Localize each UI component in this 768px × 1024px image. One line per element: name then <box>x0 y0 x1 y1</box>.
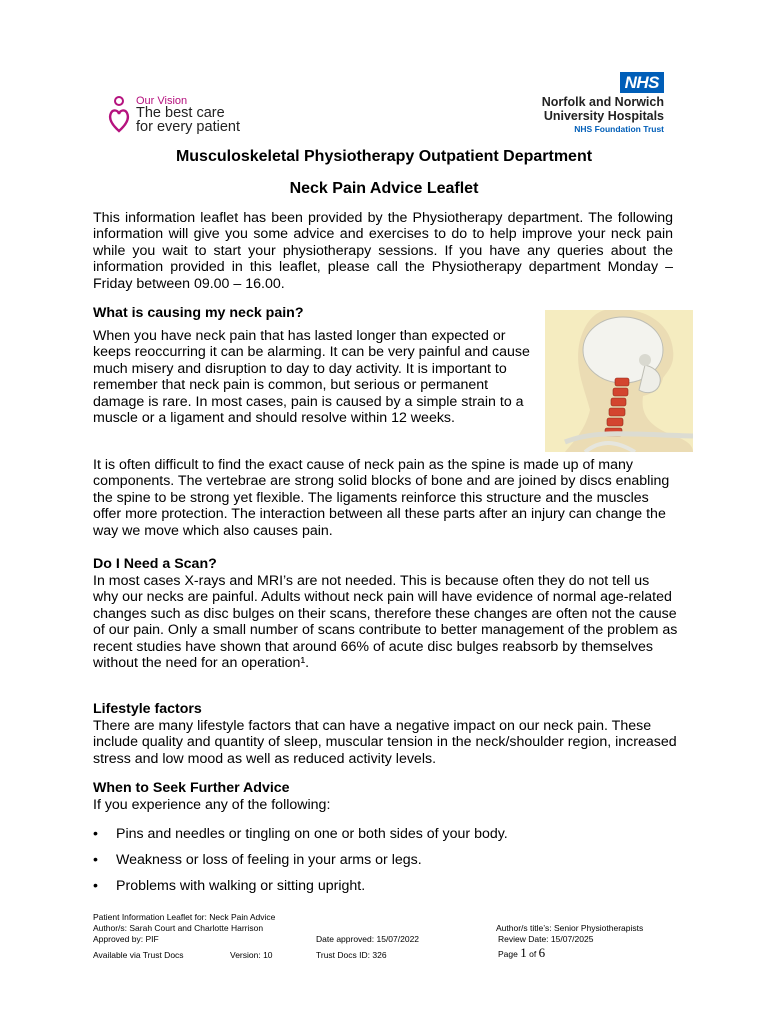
footer-review-date: Review Date: 15/07/2025 <box>498 934 594 944</box>
neck-skeleton-image <box>545 310 693 452</box>
vision-small-label: Our Vision <box>136 95 188 107</box>
page-of: of <box>529 949 537 959</box>
scan-heading: Do I Need a Scan? <box>93 556 217 572</box>
footer-trust-docs-id: Trust Docs ID: 326 <box>316 950 387 960</box>
footer-date-approved: Date approved: 15/07/2022 <box>316 934 420 944</box>
list-item-text: Weakness or loss of feeling in your arms or legs. <box>116 851 422 868</box>
footer-approved-by: Approved by: PIF <box>93 934 159 944</box>
cause-heading: What is causing my neck pain? <box>93 305 304 321</box>
bullet-icon: • <box>93 851 98 868</box>
cause-paragraph: When you have neck pain that has lasted longer than expected or keeps reoccurring it can be alarming. It can be very painful and cause much misery and disruption to day to day activity. It is important to remember that neck pain is common, but serious or permanent damage is rare. In most cases, pain is caused by a simple strain to a muscle or a ligament and should resolve within 12 weeks. <box>93 328 530 427</box>
lifestyle-heading: Lifestyle factors <box>93 701 202 717</box>
vision-line-1: The best care <box>136 105 225 121</box>
bullet-icon: • <box>93 826 98 842</box>
list-item <box>93 852 678 868</box>
vision-logo <box>108 95 268 140</box>
page-current: 1 <box>520 945 527 960</box>
page-number <box>498 947 545 960</box>
footer-authors: Author/s: Sarah Court and Charlotte Harrison <box>93 923 264 933</box>
trust-name-line-1: Norfolk and Norwich <box>541 95 664 109</box>
nhs-logo: NHS <box>620 72 664 93</box>
bullet-icon: • <box>93 877 98 894</box>
neck-skeleton-illustration <box>545 310 693 452</box>
list-item <box>93 826 678 842</box>
footer-author-title: Author/s title’s: Senior Physiotherapists <box>496 923 644 933</box>
advice-heading: When to Seek Further Advice <box>93 780 290 796</box>
footer-available: Available via Trust Docs <box>93 950 184 960</box>
nhs-trust-logo <box>540 72 670 136</box>
footer-version: Version: 10 <box>230 950 273 960</box>
advice-intro: If you experience any of the following: <box>93 797 331 813</box>
footer-leaflet-for: Patient Information Leaflet for: Neck Pain Advice <box>93 912 276 922</box>
department-title: Musculoskeletal Physiotherapy Outpatient Department <box>175 148 593 165</box>
list-item <box>93 878 678 894</box>
intro-paragraph: This information leaflet has been provided by the Physiotherapy department. The following information will give you some advice and exercises to do to help improve your neck pain while you wait to start your physiotherapy sessions. If you have any queries about the information provided in this leaflet, please call the Physiotherapy department Monday – Friday between 09.00 – 16.00. <box>93 210 673 292</box>
heart-person-icon <box>108 95 134 135</box>
lifestyle-paragraph: There are many lifestyle factors that can have a negative impact on our neck pain. These include quality and quantity of sleep, muscular tension in the neck/shoulder region, increased stress and low mood as well as reduced activity levels. <box>93 718 677 767</box>
vision-line-2: for every patient <box>136 119 240 135</box>
foundation-trust-label: NHS Foundation Trust <box>574 124 664 134</box>
advice-list <box>93 826 678 904</box>
page-total: 6 <box>538 945 546 960</box>
vision-tagline <box>136 106 240 134</box>
leaflet-title: Neck Pain Advice Leaflet <box>289 180 479 197</box>
trust-name-line-2: University Hospitals <box>543 109 664 123</box>
scan-paragraph: In most cases X-rays and MRI’s are not needed. This is because often they do not tell us why our necks are painful. Adults without neck pain will have evidence of normal age-related changes such as disc bulges on their scans, therefore these changes are often not the cause of our pain. Only a small number of scans contribute to better management of the problem as recent studies have shown that around 66% of acute disc bulges reabsorb by themselves without the need for an operation¹. <box>93 573 678 672</box>
list-item-text: Problems with walking or sitting upright. <box>116 877 366 894</box>
page-label: Page <box>498 949 518 959</box>
list-item-text: Pins and needles or tingling on one or both sides of your body. <box>116 826 508 842</box>
cause-paragraph-2: It is often difficult to find the exact cause of neck pain as the spine is made up of many components. The vertebrae are strong solid blocks of bone and are joined by discs enabling the spine to be strong yet flexible. The ligaments reinforce this structure and the muscles offer more protection. The interaction between all these parts after an injury can change the way we move which also causes pain. <box>93 457 670 539</box>
trust-name <box>542 95 664 123</box>
